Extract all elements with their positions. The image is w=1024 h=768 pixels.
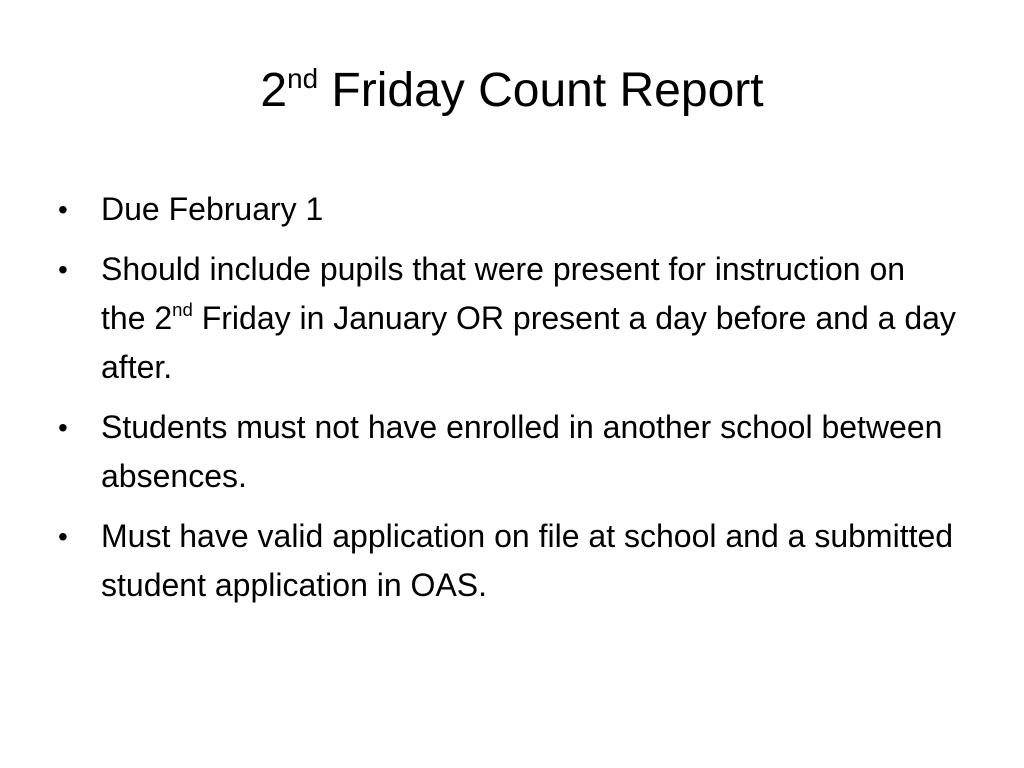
bullet-icon: • bbox=[58, 521, 68, 552]
bullet-icon: • bbox=[58, 254, 68, 285]
title-superscript: nd bbox=[287, 62, 319, 94]
bullet-icon: • bbox=[58, 412, 68, 443]
bullet-item-enrollment bbox=[58, 403, 958, 501]
bullet-list bbox=[58, 185, 958, 621]
bullet-item-due-date bbox=[58, 185, 958, 234]
bullet-text: Due February 1 bbox=[101, 191, 324, 227]
bullet-item-attendance bbox=[58, 245, 958, 392]
bullet-text: Students must not have enrolled in another school between absences. bbox=[101, 409, 943, 494]
bullet-text: Must have valid application on file at school and a submitted student application in OAS. bbox=[101, 518, 954, 603]
bullet-icon: • bbox=[58, 194, 68, 225]
slide-title bbox=[0, 62, 1024, 120]
bullet-text-end: Friday in January OR present a day before and a day after. bbox=[101, 300, 956, 385]
title-text: Friday Count Report bbox=[318, 64, 764, 117]
title-number: 2 bbox=[260, 64, 288, 117]
bullet-item-application bbox=[58, 512, 958, 610]
bullet-text-start: Should include pupils that were present for instruction on the 2 bbox=[101, 251, 906, 336]
bullet-superscript: nd bbox=[172, 299, 193, 321]
